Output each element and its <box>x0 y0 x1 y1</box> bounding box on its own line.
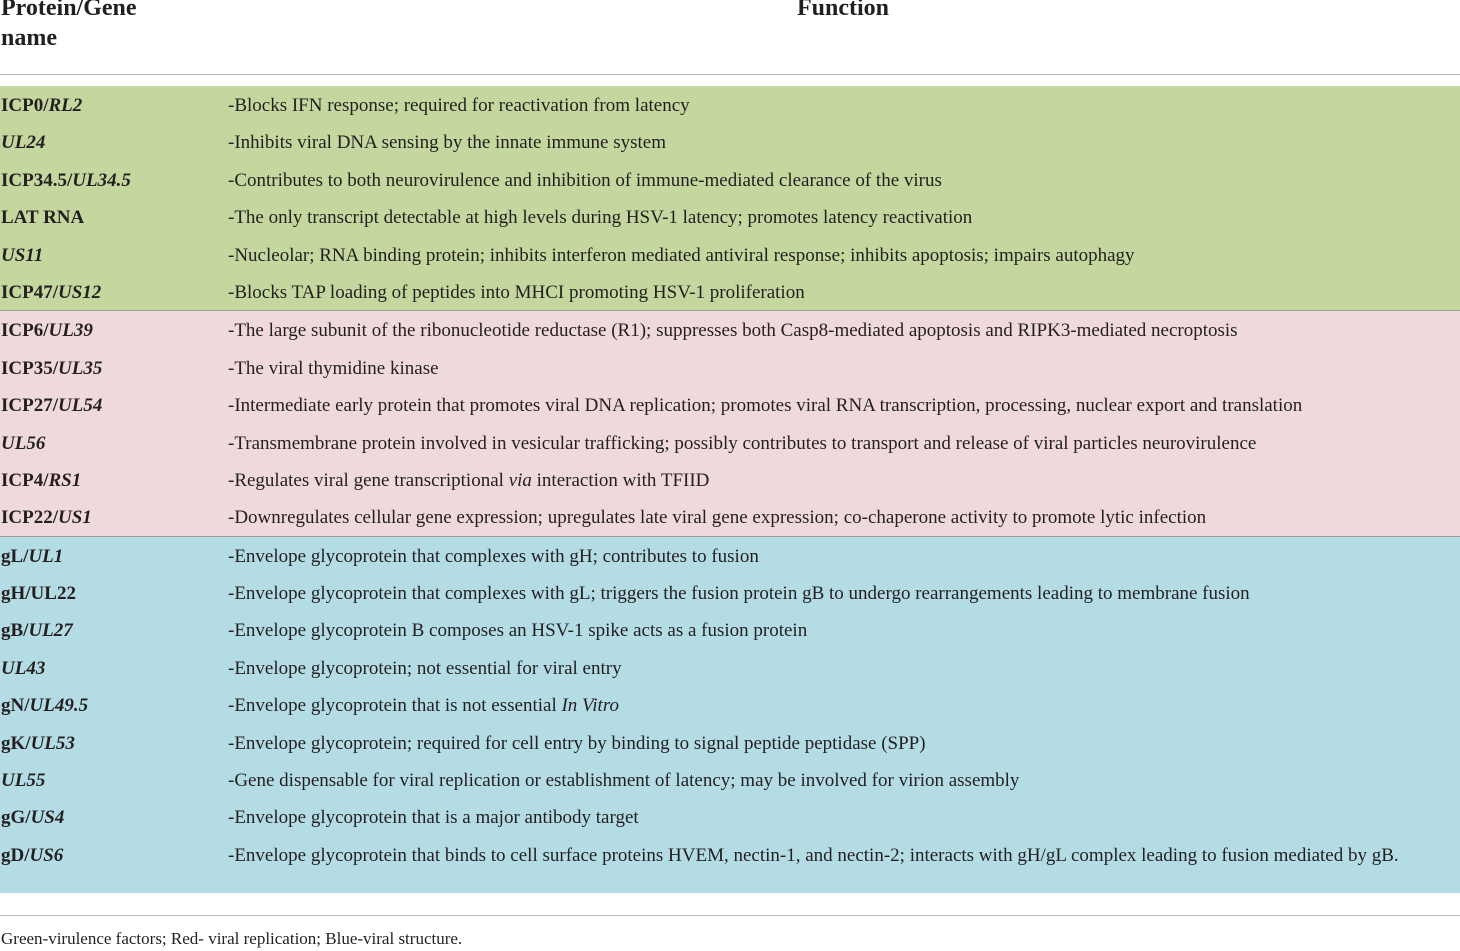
function-cell: -Envelope glycoprotein B composes an HSV-1 spike acts as a fusion protein <box>228 620 808 642</box>
function-cell: -Transmembrane protein involved in vesicular trafficking; possibly contributes to transport and release of viral particles neurovirulence <box>228 432 1257 454</box>
function-cell: -The viral thymidine kinase <box>228 357 439 379</box>
gene-name-plain: gD/ <box>1 844 30 866</box>
gene-name-cell <box>1 94 221 118</box>
gene-name-cell <box>1 244 221 268</box>
table-row <box>0 798 1460 835</box>
gene-name-cell <box>1 469 221 493</box>
gene-name-cell <box>1 694 221 718</box>
table-row <box>0 123 1460 160</box>
function-cell <box>228 466 1458 495</box>
table-row <box>0 761 1460 798</box>
gene-name-plain: gN/ <box>1 695 30 717</box>
gene-name-cell <box>1 619 221 643</box>
function-cell: -Envelope glycoprotein that complexes with gH; contributes to fusion <box>228 545 759 567</box>
function-text-italic: via <box>508 469 532 491</box>
gene-name-cell <box>1 582 221 606</box>
function-cell: -Nucleolar; RNA binding protein; inhibits interferon mediated antiviral response; inhibits apoptosis; impairs autophagy <box>228 244 1135 266</box>
gene-name-italic: UL34.5 <box>72 169 131 191</box>
gene-name-italic: RL2 <box>48 95 83 116</box>
gene-name-plain: ICP34.5/ <box>1 169 73 191</box>
group-virulence <box>0 86 1460 310</box>
gene-name-italic: UL24 <box>1 132 46 154</box>
column-header-function: Function <box>796 0 889 21</box>
function-cell: -Envelope glycoprotein that complexes with gL; triggers the fusion protein gB to undergo rearrangements leading to membrane fusion <box>228 583 1250 605</box>
function-cell: -Envelope glycoprotein; not essential for viral entry <box>228 657 622 679</box>
gene-name-cell <box>1 394 221 418</box>
footer-divider <box>0 915 1460 916</box>
group-replication <box>0 310 1460 535</box>
function-cell: -Envelope glycoprotein that is a major antibody target <box>228 807 639 829</box>
function-cell: -Inhibits viral DNA sensing by the innate immune system <box>228 132 667 154</box>
function-cell: -Blocks IFN response; required for reactivation from latency <box>228 95 690 116</box>
gene-name-plain: gL/ <box>1 545 29 567</box>
function-text: -Envelope glycoprotein that is not essential <box>228 695 562 717</box>
table-row <box>0 86 1460 123</box>
gene-name-plain: ICP35/ <box>1 357 58 379</box>
table-header <box>0 0 1460 76</box>
gene-name-italic: UL35 <box>58 357 103 379</box>
table-row <box>0 386 1460 423</box>
table-body <box>0 86 1460 893</box>
gene-name-cell <box>1 169 221 193</box>
function-cell <box>228 691 1458 720</box>
function-cell: -Envelope glycoprotein; required for cell entry by binding to signal peptide peptidase (SPP) <box>228 732 926 754</box>
gene-name-plain: ICP6/ <box>1 320 49 342</box>
column-header-protein-line2: name <box>1 25 57 51</box>
gene-name-cell <box>1 357 221 381</box>
table-row <box>0 236 1460 273</box>
function-cell: -Contributes to both neurovirulence and inhibition of immune-mediated clearance of the virus <box>228 169 942 191</box>
table-row <box>0 461 1460 498</box>
gene-name-plain: ICP22/ <box>1 507 58 529</box>
function-text: -Regulates viral gene transcriptional <box>228 469 509 491</box>
gene-name-italic: UL56 <box>1 432 46 454</box>
function-cell: -Intermediate early protein that promotes viral DNA replication; promotes viral RNA transcription, processing, nuclear export and translation <box>228 395 1303 417</box>
gene-name-italic: US11 <box>1 244 44 266</box>
gene-name-italic: UL55 <box>1 770 46 792</box>
group-structure <box>0 536 1460 893</box>
gene-name-italic: US4 <box>30 807 65 829</box>
gene-name-cell <box>1 769 221 793</box>
gene-name-italic: RS1 <box>48 469 82 491</box>
table-row <box>0 611 1460 648</box>
gene-name-cell <box>1 506 221 530</box>
function-cell: -Downregulates cellular gene expression; upregulates late viral gene expression; co-chaperone activity to promote lytic infection <box>228 507 1207 529</box>
table-row <box>0 574 1460 611</box>
table-row <box>0 686 1460 723</box>
function-text-italic: In Vitro <box>561 695 620 717</box>
gene-name-italic: UL54 <box>58 395 103 417</box>
gene-name-plain: ICP27/ <box>1 395 58 417</box>
gene-name-italic: UL1 <box>28 545 64 567</box>
table-row <box>0 537 1460 574</box>
gene-name-cell <box>1 657 221 681</box>
gene-name-italic: UL43 <box>1 657 46 679</box>
gene-name-plain: gG/ <box>1 807 31 829</box>
function-cell: -Envelope glycoprotein that binds to cell surface proteins HVEM, nectin-1, and nectin-2; interacts with gH/gL complex leading to fusion mediated by gB. <box>228 844 1399 866</box>
gene-name-cell <box>1 806 221 830</box>
table-footnote: Green-virulence factors; Red- viral replication; Blue-viral structure. <box>1 929 463 948</box>
gene-name-plain: LAT RNA <box>1 207 85 229</box>
table-row <box>0 349 1460 386</box>
gene-name-plain: gK/ <box>1 732 31 754</box>
table-row <box>0 836 1460 893</box>
table-row <box>0 724 1460 761</box>
function-cell: -Blocks TAP loading of peptides into MHCI promoting HSV-1 proliferation <box>228 281 805 303</box>
gene-name-plain: ICP0/ <box>1 95 49 116</box>
table-row <box>0 273 1460 310</box>
gene-name-italic: UL27 <box>28 620 73 642</box>
gene-name-italic: US6 <box>29 844 64 866</box>
table-row <box>0 649 1460 686</box>
table-row <box>0 198 1460 235</box>
gene-name-cell <box>1 732 221 756</box>
gene-name-cell <box>1 281 221 305</box>
gene-name-cell <box>1 131 221 155</box>
gene-name-cell <box>1 319 221 343</box>
gene-name-cell <box>1 432 221 456</box>
gene-name-plain: ICP47/ <box>1 281 58 303</box>
function-cell: -The large subunit of the ribonucleotide reductase (R1); suppresses both Casp8-mediated apoptosis and RIPK3-mediated necroptosis <box>228 320 1238 342</box>
gene-name-plain: ICP4/ <box>1 469 49 491</box>
column-header-protein-line1: Protein/Gene <box>1 0 137 21</box>
function-cell: -Gene dispensable for viral replication or establishment of latency; may be involved for virion assembly <box>228 770 1020 792</box>
table-row <box>0 424 1460 461</box>
gene-name-cell <box>1 206 221 230</box>
gene-name-italic: US1 <box>58 507 92 529</box>
gene-name-italic: UL53 <box>30 732 75 754</box>
gene-name-italic: UL49.5 <box>29 695 89 717</box>
gene-name-plain: gB/ <box>1 620 29 642</box>
gene-name-italic: UL39 <box>48 320 93 342</box>
gene-name-cell <box>1 545 221 569</box>
gene-name-italic: US12 <box>58 281 102 303</box>
table-row <box>0 311 1460 348</box>
table-row <box>0 498 1460 535</box>
function-text: interaction with TFIID <box>531 469 710 491</box>
column-header-protein <box>1 0 201 53</box>
header-divider <box>0 74 1460 75</box>
gene-name-plain: gH/UL22 <box>1 583 76 605</box>
table-row <box>0 161 1460 198</box>
gene-name-cell <box>1 844 221 868</box>
function-cell: -The only transcript detectable at high levels during HSV-1 latency; promotes latency reactivation <box>228 207 973 229</box>
